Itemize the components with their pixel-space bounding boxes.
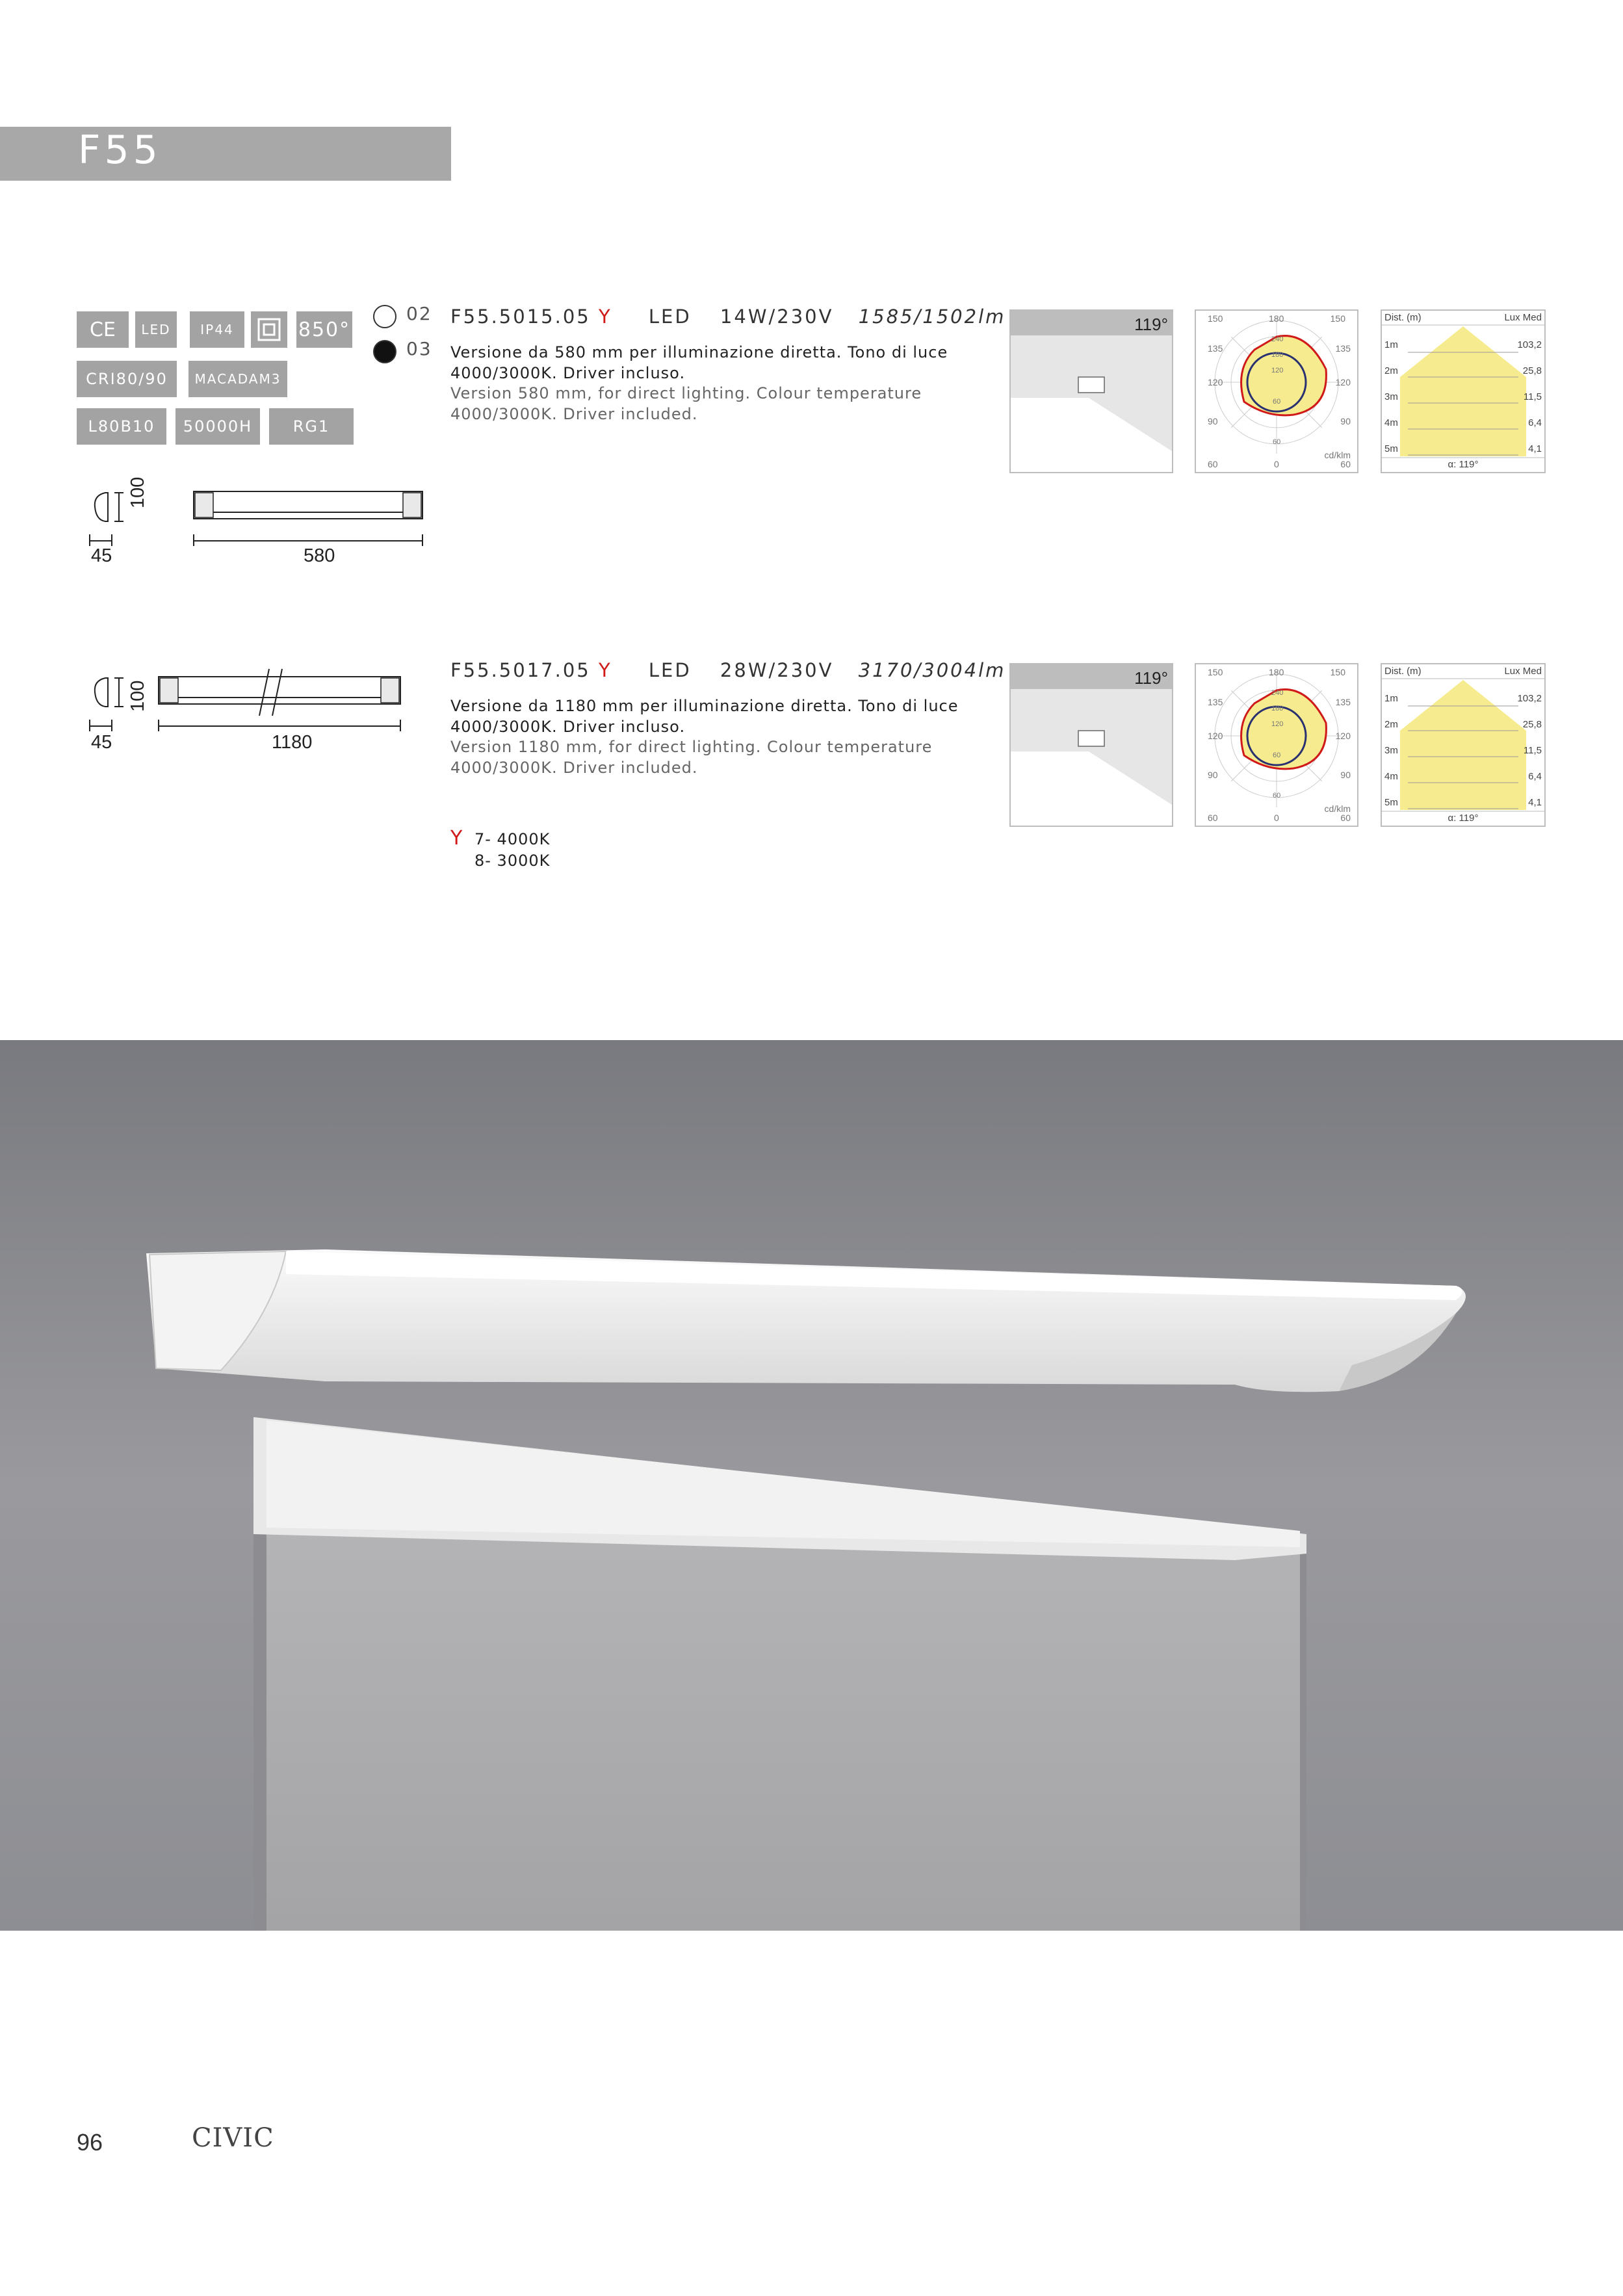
product-2-code: F55.5017.05: [450, 659, 591, 681]
polar-2-right-90: 90: [1340, 770, 1351, 780]
polar-diagram-1: [1195, 309, 1358, 473]
lux-2-row3-lux: 11,5: [1523, 745, 1542, 756]
lux-2-alpha: α: 119°: [1448, 813, 1479, 824]
polar-1-right-120: 120: [1335, 377, 1351, 387]
polar-1-left-135: 135: [1208, 343, 1223, 354]
lux-2-row1-dist: 1m: [1384, 693, 1398, 704]
lux-diagram-2: [1381, 663, 1546, 827]
ip44-badge: IP44: [190, 311, 244, 348]
polar-1-inner: 60: [1273, 438, 1281, 446]
product-1-power: 14W/230V: [720, 306, 834, 328]
product-1-desc-it: Versione da 580 mm per illuminazione diretta. Tono di luce 4000/3000K. Driver incluso.: [450, 343, 948, 382]
polar-2-left-120: 120: [1208, 731, 1223, 741]
polar-2-right-120: 120: [1335, 731, 1351, 741]
polar-2-inner: 60: [1273, 792, 1281, 800]
50000h-badge: 50000H: [175, 408, 260, 445]
legend-key-letter: Y: [450, 827, 463, 850]
legend-item-3000k: 8- 3000K: [474, 852, 551, 870]
lux-2-head-left: Dist. (m): [1384, 666, 1422, 677]
finish-white-swatch: [373, 305, 396, 328]
lux-1-row4-lux: 6,4: [1528, 417, 1542, 428]
product-1-depth-label: 45: [91, 545, 112, 566]
polar-2-right-135: 135: [1335, 697, 1351, 707]
polar-1-right-90: 90: [1340, 416, 1351, 426]
lux-2-row1-lux: 103,2: [1517, 693, 1542, 704]
product-1-desc-en: Version 580 mm, for direct lighting. Colour temperature 4000/3000K. Driver included.: [450, 384, 922, 423]
lux-2-row4-lux: 6,4: [1528, 771, 1542, 782]
beam-diagram-1: [1009, 309, 1173, 473]
lux-diagram-1: [1381, 309, 1546, 473]
polar-2-top-center: 180: [1269, 667, 1284, 677]
page-title: F55: [78, 127, 162, 173]
lux-1-row4-dist: 4m: [1384, 417, 1398, 428]
product-1-source: LED: [648, 306, 692, 328]
ce-mark-badge: CE: [77, 311, 129, 348]
lux-1-row5-lux: 4,1: [1528, 443, 1542, 454]
polar-1-right-60: 60: [1340, 459, 1351, 469]
product-2-lumen: 3170/3004lm: [858, 659, 1006, 681]
legend-item-4000k: 7- 4000K: [474, 830, 551, 848]
lux-1-head-right: Lux Med: [1504, 312, 1542, 323]
legend-key: [450, 827, 462, 850]
l80b10-badge: L80B10: [77, 408, 166, 445]
macadam-badge: MACADAM3: [188, 361, 287, 397]
lux-1-row3-dist: 3m: [1384, 391, 1398, 402]
product-photo: [0, 1040, 1623, 1931]
product-1-length-label: 580: [304, 545, 335, 566]
lux-1-row1-dist: 1m: [1384, 339, 1398, 350]
polar-1-bottom: 0: [1274, 459, 1279, 469]
cri-badge: CRI80/90: [77, 361, 177, 397]
polar-1-right-135: 135: [1335, 343, 1351, 354]
product-2-spec: [450, 659, 1006, 681]
product-2-desc-it: Versione da 1180 mm per illuminazione diretta. Tono di luce 4000/3000K. Driver incluso.: [450, 697, 959, 736]
polar-1-top-center: 180: [1269, 313, 1284, 324]
polar-1-unit: cd/klm: [1324, 450, 1351, 460]
brand-logo: CIVIC: [192, 2123, 274, 2153]
page-number: 96: [77, 2129, 103, 2156]
polar-diagram-2: [1195, 663, 1358, 827]
polar-1-left-120: 120: [1208, 377, 1223, 387]
polar-2-ring-120: 120: [1271, 720, 1284, 728]
polar-2-top-left: 150: [1208, 667, 1223, 677]
lux-1-row1-lux: 103,2: [1517, 339, 1542, 350]
product-1-code: F55.5015.05: [450, 306, 591, 328]
polar-1-top-right: 150: [1330, 313, 1345, 324]
finish-code-03: 03: [406, 338, 432, 359]
product-2-variant: Y: [598, 659, 612, 681]
product-2-length-label: 1180: [272, 732, 313, 753]
lux-1-head-left: Dist. (m): [1384, 312, 1422, 323]
finish-code-02: 02: [406, 303, 432, 324]
polar-1-left-60: 60: [1208, 459, 1218, 469]
product-2-source: LED: [648, 659, 692, 681]
product-1-lumen: 1585/1502lm: [858, 306, 1006, 328]
rg1-badge: RG1: [269, 408, 354, 445]
lux-1-row2-dist: 2m: [1384, 365, 1398, 376]
polar-2-left-60: 60: [1208, 813, 1218, 823]
polar-2-top-right: 150: [1330, 667, 1345, 677]
lux-2-row2-dist: 2m: [1384, 719, 1398, 730]
product-2-desc-en: Version 1180 mm, for direct lighting. Colour temperature 4000/3000K. Driver included.: [450, 738, 933, 777]
lux-2-row2-lux: 25,8: [1522, 719, 1542, 730]
led-badge: LED: [135, 311, 177, 348]
polar-2-ring-60: 60: [1273, 751, 1281, 759]
polar-1-ring-240: 240: [1271, 335, 1284, 343]
polar-1-ring-60: 60: [1273, 398, 1281, 406]
product-2-power: 28W/230V: [720, 659, 834, 681]
product-1-height-label: 100: [127, 476, 148, 508]
product-1-variant: Y: [598, 306, 612, 328]
polar-1-top-left: 150: [1208, 313, 1223, 324]
lux-2-row5-dist: 5m: [1384, 797, 1398, 808]
lux-1-row2-lux: 25,8: [1522, 365, 1542, 376]
polar-2-left-90: 90: [1208, 770, 1218, 780]
lux-1-row5-dist: 5m: [1384, 443, 1398, 454]
polar-1-ring-180: 180: [1271, 351, 1284, 359]
polar-2-ring-240: 240: [1271, 689, 1284, 697]
lux-1-alpha: α: 119°: [1448, 459, 1479, 470]
beam-angle-1: 119°: [1134, 315, 1168, 334]
product-2-height-label: 100: [127, 680, 148, 712]
polar-1-left-90: 90: [1208, 416, 1218, 426]
class2-icon: [251, 311, 287, 348]
850-badge: 850°: [296, 311, 352, 348]
lux-2-head-right: Lux Med: [1504, 666, 1542, 677]
polar-2-ring-180: 180: [1271, 705, 1284, 712]
header-bar: [0, 127, 451, 181]
lux-2-row5-lux: 4,1: [1528, 797, 1542, 808]
polar-2-bottom: 0: [1274, 813, 1279, 823]
beam-angle-2: 119°: [1134, 668, 1168, 688]
lux-2-row4-dist: 4m: [1384, 771, 1398, 782]
product-2-depth-label: 45: [91, 732, 112, 753]
polar-2-right-60: 60: [1340, 813, 1351, 823]
polar-2-unit: cd/klm: [1324, 803, 1351, 814]
finish-black-swatch: [373, 340, 396, 363]
lux-1-row3-lux: 11,5: [1523, 391, 1542, 402]
lux-2-row3-dist: 3m: [1384, 745, 1398, 756]
product-1-spec: [450, 306, 1006, 328]
beam-diagram-2: [1009, 663, 1173, 827]
polar-1-ring-120: 120: [1271, 367, 1284, 374]
polar-2-left-135: 135: [1208, 697, 1223, 707]
